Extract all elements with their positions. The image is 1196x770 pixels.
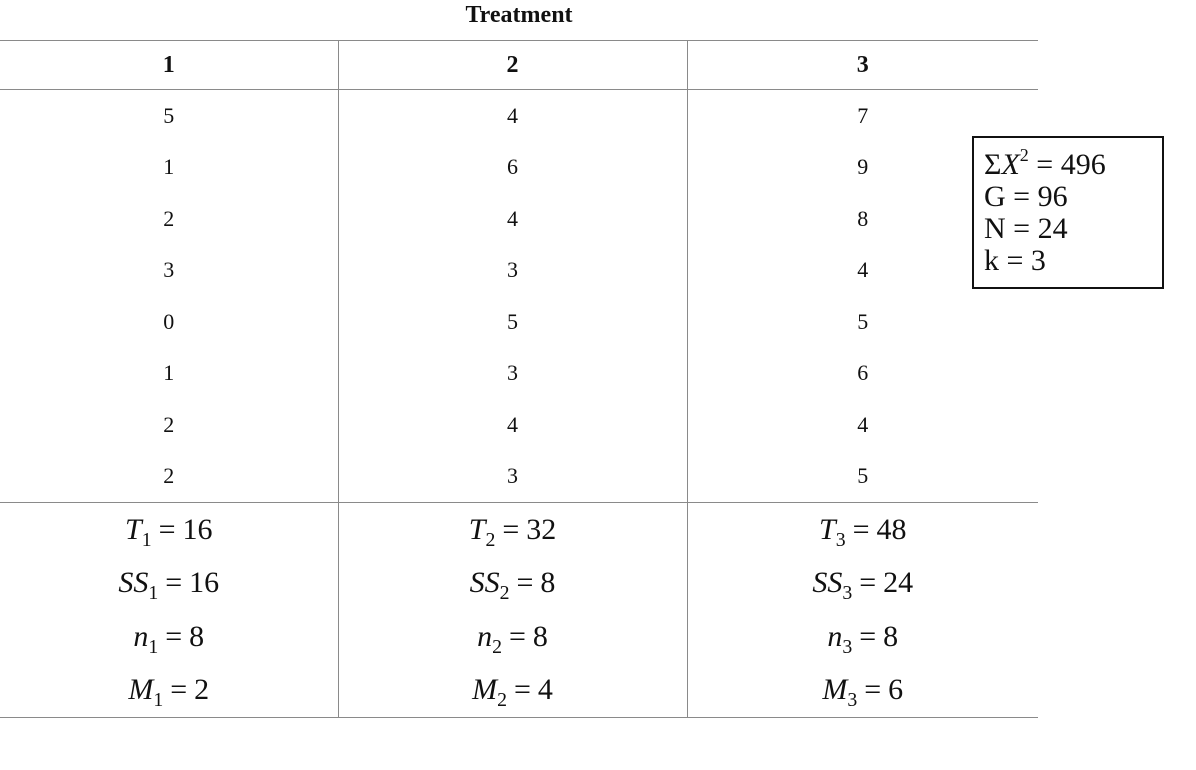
column-header-2: 2 [338,41,687,90]
sum-x-squared-line: $\Sigma X^2 = 496$ [984,145,1106,181]
stat-symbol: T [819,512,836,546]
table-cell: 2 [163,205,175,231]
stat-subscript: 1 [153,689,164,712]
stat-value: 32 [526,512,557,546]
table-row [0,451,1038,503]
equals-sign: = [165,566,183,600]
table-cell: 3 [338,245,687,297]
stat-symbol: T [125,512,142,546]
stat-subscript: 2 [485,528,496,551]
table-cell: 1 [163,154,175,180]
table-row [0,245,1038,297]
sum-x-squared-value: 496 [1060,148,1106,181]
stat-value: 24 [883,566,914,600]
column-header-3: 3 [687,41,1038,90]
table-row [0,348,1038,400]
table-cell: 9 [687,142,1038,194]
table-cell: 5 [687,296,1038,348]
table-cell: 1 [163,360,175,386]
table-cell: 5 [687,451,1038,503]
stat-subscript: 1 [148,582,159,605]
stat-subscript: 3 [847,689,858,712]
stat-subscript: 2 [497,689,507,712]
sample-size-row [0,610,1038,664]
k-label: k [984,244,999,277]
stat-symbol: SS [812,566,843,600]
stat-value: 8 [532,619,548,653]
grand-total-line: G = 96 [984,180,1068,213]
table-cell: 6 [338,142,687,194]
x-variable: X [1001,148,1020,181]
stat-value: 48 [876,512,907,546]
table-cell: 3 [163,257,175,283]
header-row [0,41,1038,90]
sigma-symbol: Σ [984,148,1002,181]
equals-sign: = [852,512,870,546]
total-row [0,503,1038,557]
stat-value: 16 [189,566,220,600]
grand-total-label: G [984,180,1006,213]
stat-symbol: SS [118,566,149,600]
total-stat [0,503,338,557]
table-cell: 4 [338,193,687,245]
table-cell: 4 [687,245,1038,297]
stat-value: 16 [182,512,213,546]
total-stat [338,503,687,557]
stat-subscript: 2 [492,635,502,658]
stat-value: 2 [194,673,210,707]
table-cell: 7 [687,90,1038,142]
table-row [0,399,1038,451]
mean-stat [687,664,1038,718]
stat-value: 6 [888,673,904,707]
stat-symbol: M [128,673,154,707]
equals-sign: = [516,566,534,600]
table-cell: 4 [338,90,687,142]
stat-symbol: n [477,619,493,653]
table-cell: 5 [338,296,687,348]
sum-of-squares-row [0,557,1038,611]
stat-symbol: n [133,619,149,653]
total-n-value: 24 [1037,212,1068,245]
stat-subscript: 3 [835,528,846,551]
mean-stat [338,664,687,718]
equals-sign: = [864,673,882,707]
equals-sign: = [859,619,877,653]
column-header-1: 1 [0,41,338,90]
stat-subscript: 2 [499,582,510,605]
summary-box [972,136,1164,289]
stat-subscript: 1 [148,635,159,658]
table-cell: 8 [687,193,1038,245]
table-row [0,296,1038,348]
k-line: k = 3 [984,244,1046,277]
mean-row [0,664,1038,718]
equals-sign: = [508,619,526,653]
n-stat [687,610,1038,664]
total-stat [687,503,1038,557]
stat-symbol: T [468,512,486,546]
total-n-line: N = 24 [984,212,1068,245]
equals-sign: = [513,673,531,707]
data-rows [0,90,1038,503]
table-row [0,142,1038,194]
table-cell: 4 [338,399,687,451]
exponent: 2 [1019,145,1029,166]
stat-value: 8 [189,619,205,653]
stat-symbol: M [472,673,498,707]
equals-sign: = [859,566,877,600]
ss-stat [687,557,1038,611]
stat-subscript: 3 [842,582,853,605]
grand-total-value: 96 [1037,180,1068,213]
stat-symbol: SS [469,566,500,600]
stat-symbol: M [822,673,848,707]
ss-stat [0,557,338,611]
ss-stat [338,557,687,611]
stat-symbol: n [827,619,843,653]
table-cell: 2 [163,463,175,489]
total-n-label: N [984,212,1006,245]
table-row [0,193,1038,245]
table-cell: 6 [687,348,1038,400]
n-stat [338,610,687,664]
table-cell: 4 [687,399,1038,451]
mean-stat [0,664,338,718]
treatment-table [0,40,1038,718]
equals-sign: = [165,619,183,653]
table-cell: 3 [338,451,687,503]
table-cell: 5 [163,102,175,128]
n-stat [0,610,338,664]
table-cell: 3 [338,348,687,400]
stat-subscript: 1 [141,528,152,551]
equals-sign: = [170,673,188,707]
equals-sign: = [502,512,520,546]
table-cell: 0 [163,308,175,334]
summary-rows [0,503,1038,718]
table-title: Treatment [465,2,573,28]
stat-value: 8 [883,619,899,653]
stat-value: 4 [537,673,553,707]
table-row [0,90,1038,142]
stat-value: 8 [540,566,556,600]
table-cell: 2 [163,411,175,437]
stat-subscript: 3 [842,635,853,658]
k-value: 3 [1030,244,1046,277]
equals-sign: = [158,512,176,546]
